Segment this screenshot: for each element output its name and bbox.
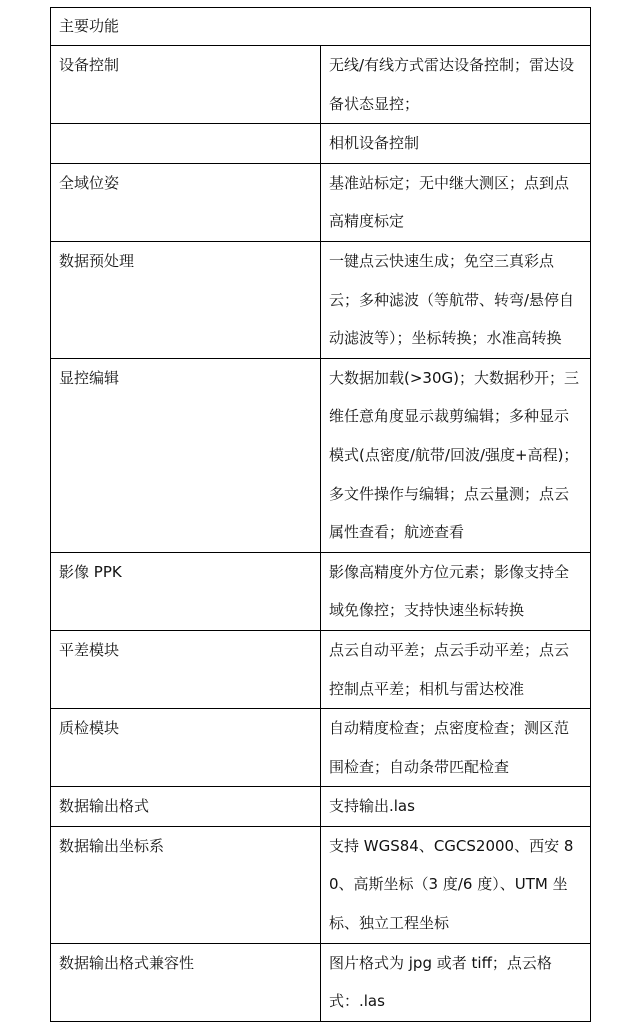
row-label: 平差模块 (51, 630, 321, 708)
table-row (51, 709, 591, 787)
row-label: 数据输出格式 (51, 787, 321, 827)
row-value: 影像高精度外方位元素；影像支持全域免像控；支持快速坐标转换 (321, 552, 591, 630)
table-row (51, 241, 591, 358)
row-label: 显控编辑 (51, 358, 321, 552)
row-value: 支持 WGS84、CGCS2000、西安 80、高斯坐标（3 度/6 度）、UTM 坐标、独立工程坐标 (321, 826, 591, 943)
row-label: 数据输出坐标系 (51, 826, 321, 943)
row-value: 点云自动平差；点云手动平差；点云控制点平差；相机与雷达校准 (321, 630, 591, 708)
row-value: 自动精度检查；点密度检查；测区范围检查；自动条带匹配检查 (321, 709, 591, 787)
table-row (51, 46, 591, 124)
table-row (51, 787, 591, 827)
row-value: 支持输出.las (321, 787, 591, 827)
row-label: 数据预处理 (51, 241, 321, 358)
row-value: 图片格式为 jpg 或者 tiff；点云格式：.las (321, 943, 591, 1021)
row-value: 基准站标定；无中继大测区；点到点高精度标定 (321, 163, 591, 241)
table-row (51, 163, 591, 241)
row-label: 设备控制 (51, 46, 321, 124)
row-value: 无线/有线方式雷达设备控制；雷达设备状态显控； (321, 46, 591, 124)
table-header: 主要功能 (51, 8, 591, 46)
row-label (51, 124, 321, 164)
row-label: 全域位姿 (51, 163, 321, 241)
table-row (51, 124, 591, 164)
function-table (50, 7, 591, 1022)
row-value: 相机设备控制 (321, 124, 591, 164)
row-value: 大数据加载(>30G)；大数据秒开；三维任意角度显示裁剪编辑；多种显示模式(点密度/航带/回波/强度+高程)；多文件操作与编辑；点云量测；点云属性查看；航迹查看 (321, 358, 591, 552)
row-label: 数据输出格式兼容性 (51, 943, 321, 1021)
table-row (51, 943, 591, 1021)
table-row (51, 630, 591, 708)
table-header-row (51, 8, 591, 46)
table-row (51, 552, 591, 630)
table-row (51, 826, 591, 943)
row-label: 质检模块 (51, 709, 321, 787)
row-label: 影像 PPK (51, 552, 321, 630)
table-row (51, 358, 591, 552)
row-value: 一键点云快速生成；免空三真彩点云；多种滤波（等航带、转弯/悬停自动滤波等）；坐标转换；水准高转换 (321, 241, 591, 358)
